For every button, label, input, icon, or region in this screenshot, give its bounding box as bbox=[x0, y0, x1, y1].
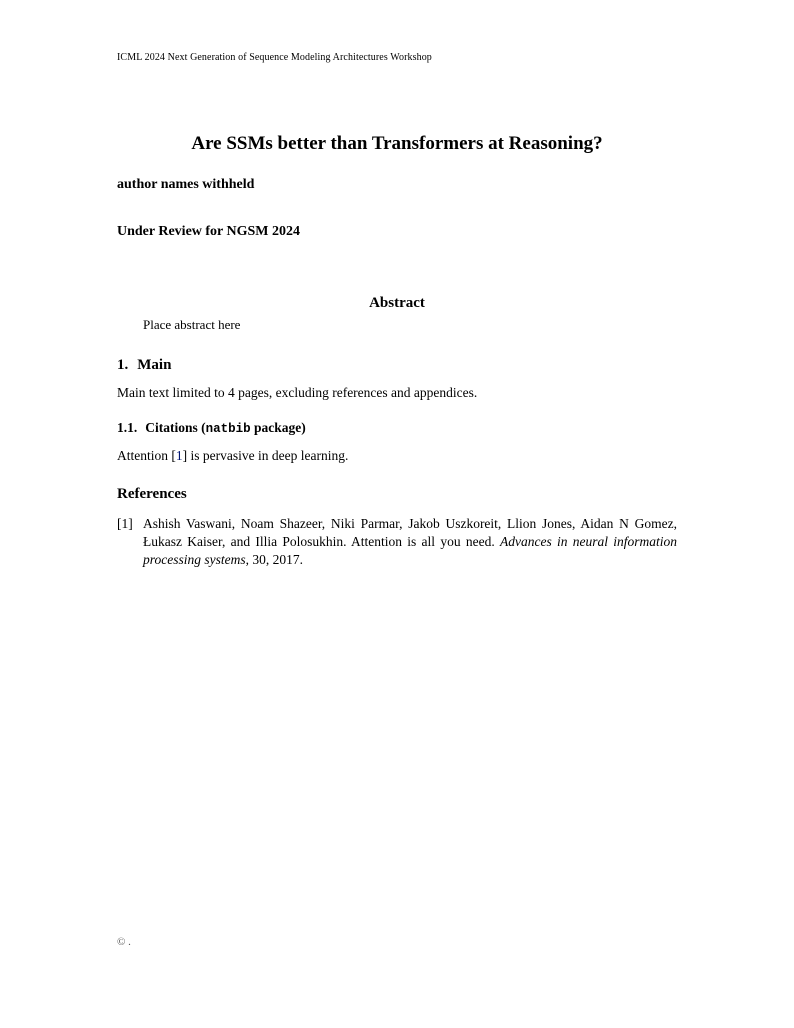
references-heading: References bbox=[117, 486, 187, 502]
running-header: ICML 2024 Next Generation of Sequence Modeling Architectures Workshop bbox=[117, 52, 432, 63]
section-main-title: Main bbox=[137, 357, 172, 373]
reference-1-authors-title: Ashish Vaswani, Noam Shazeer, Niki Parmar, Jakob Uszkoreit, Llion Jones, Aidan N Gomez, Łukasz Kaiser, and Illia Polosukhin. Attention is all you need. bbox=[143, 516, 677, 549]
abstract-body: Place abstract here bbox=[143, 317, 241, 332]
paper-title: Are SSMs better than Transformers at Reasoning? bbox=[191, 133, 603, 154]
subsection-citations-number: 1.1. bbox=[117, 420, 138, 435]
reference-1-text bbox=[143, 515, 677, 569]
section-main-body: Main text limited to 4 pages, excluding references and appendices. bbox=[117, 385, 478, 400]
copyright-footnote: © . bbox=[117, 936, 131, 948]
section-main-number: 1. bbox=[117, 357, 129, 373]
abstract-heading: Abstract bbox=[369, 295, 425, 311]
subsection-citations-title-pre: Citations ( bbox=[145, 420, 206, 435]
reference-1-venue: Advances in neural information processing systems bbox=[143, 534, 678, 567]
page-content bbox=[117, 0, 677, 569]
reference-entry-1 bbox=[117, 515, 677, 569]
section-main-heading bbox=[117, 357, 677, 374]
citation-sentence-pre: Attention [ bbox=[117, 448, 176, 463]
citation-link-1[interactable]: 1 bbox=[175, 448, 183, 463]
reference-1-label: [1] bbox=[117, 516, 133, 531]
subsection-citations-body bbox=[117, 448, 677, 463]
citation-sentence-post: ] is pervasive in deep learning. bbox=[182, 448, 349, 463]
subsection-citations-heading bbox=[117, 420, 677, 437]
reference-1-tail: , 30, 2017. bbox=[245, 552, 303, 567]
review-status-line: Under Review for NGSM 2024 bbox=[117, 224, 301, 239]
subsection-citations-title-code: natbib bbox=[205, 422, 251, 436]
author-line: author names withheld bbox=[117, 177, 255, 192]
subsection-citations-title-post: package) bbox=[250, 420, 306, 435]
